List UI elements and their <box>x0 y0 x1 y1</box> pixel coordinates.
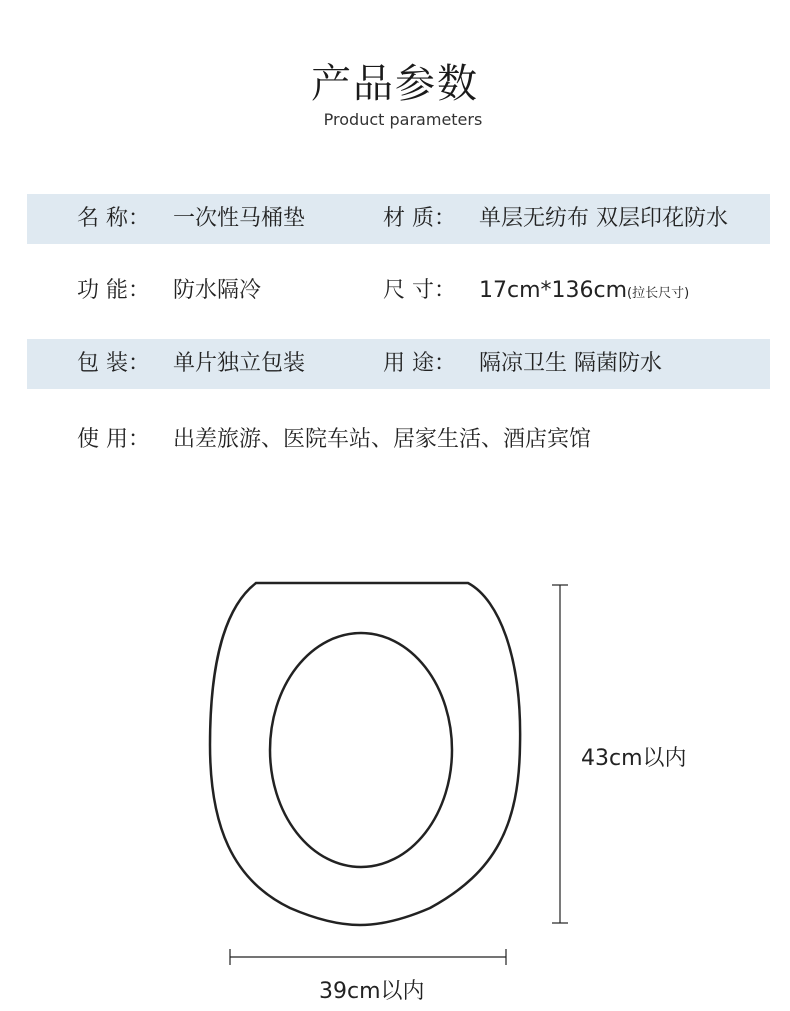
width-label: 39cm以内 <box>319 979 425 1004</box>
name-value: 一次性马桶垫 <box>173 206 306 231</box>
param-row-4 <box>27 415 770 465</box>
material-value: 单层无纺布 双层印花防水 <box>479 206 728 231</box>
name-param <box>77 194 305 244</box>
function-label: 功 能： <box>77 278 150 303</box>
param-row-2 <box>27 266 770 316</box>
page-title: 产品参数 <box>311 61 479 107</box>
seat-opening <box>270 633 452 867</box>
height-label: 43cm以内 <box>581 746 687 771</box>
usage-label: 使 用： <box>77 427 150 452</box>
size-value: 17cm*136cm <box>479 278 628 303</box>
function-value: 防水隔冷 <box>173 278 262 303</box>
name-label: 名 称： <box>77 206 150 231</box>
param-row-1 <box>27 194 770 244</box>
packaging-value: 单片独立包装 <box>173 351 306 376</box>
page-subtitle: Product parameters <box>323 110 483 129</box>
size-note: (拉长尺寸) <box>627 286 690 301</box>
packaging-label: 包 装： <box>77 351 150 376</box>
height-dimension-line <box>552 585 568 923</box>
width-dimension-line <box>230 949 506 965</box>
size-param <box>383 266 689 316</box>
size-label: 尺 寸： <box>383 278 456 303</box>
purpose-param <box>383 339 662 389</box>
packaging-param <box>77 339 305 389</box>
param-row-3 <box>27 339 770 389</box>
purpose-label: 用 途： <box>383 351 456 376</box>
purpose-value: 隔凉卫生 隔菌防水 <box>479 351 662 376</box>
usage-param <box>77 415 591 465</box>
material-label: 材 质： <box>383 206 456 231</box>
seat-diagram <box>0 560 790 1011</box>
usage-value: 出差旅游、医院车站、居家生活、酒店宾馆 <box>173 427 592 452</box>
function-param <box>77 266 261 316</box>
material-param <box>383 194 728 244</box>
